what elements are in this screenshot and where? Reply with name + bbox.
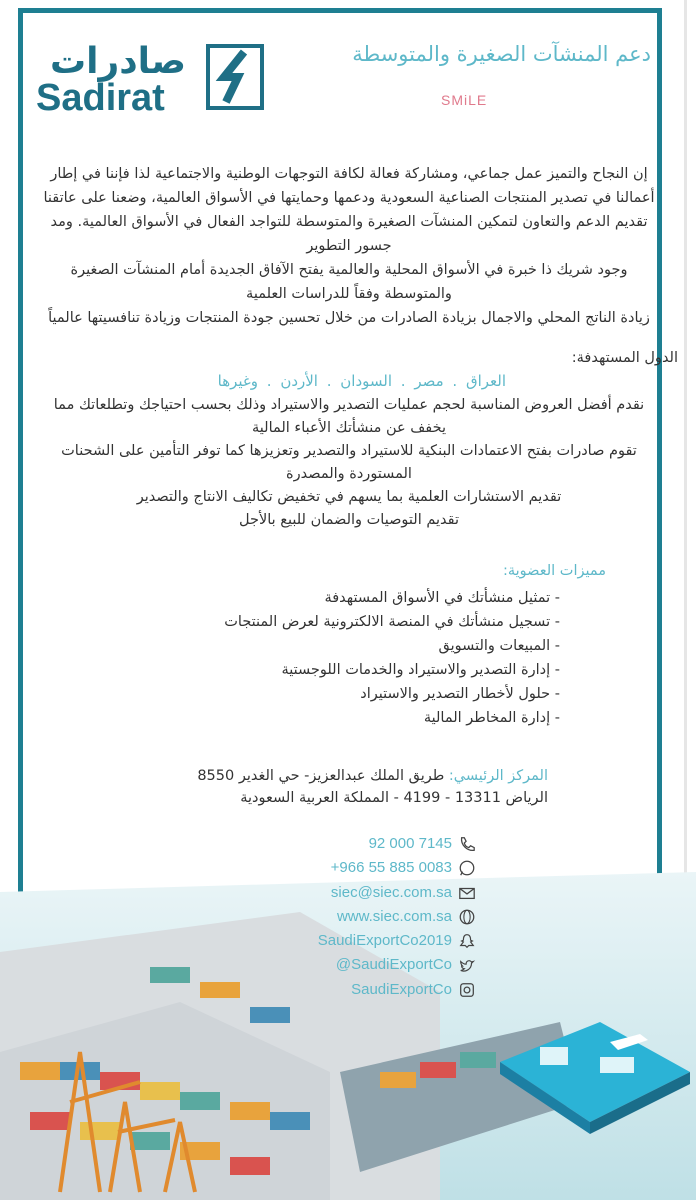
service-item: تقديم التوصيات والضمان للبيع بالأجل (239, 512, 459, 528)
contact-website[interactable] (318, 905, 476, 929)
contact-twitter[interactable] (318, 953, 476, 977)
service-item: تقديم الاستشارات العلمية بما يسهم في تخفيض تكاليف الانتاج والتصدير (136, 489, 562, 505)
contact-text: @SaudiExportCo (335, 956, 452, 974)
contact-text: +966 55 885 0083 (330, 859, 452, 877)
contact-phone[interactable] (318, 832, 476, 856)
page-title: دعم المنشآت الصغيرة والمتوسطة (352, 42, 651, 66)
address-label: المركز الرئيسي: (448, 768, 548, 784)
contact-list (318, 832, 476, 1002)
contact-snapchat[interactable] (318, 929, 476, 953)
email-icon (458, 884, 476, 902)
address-street: طريق الملك عبدالعزيز- حي الغدير 8550 (197, 768, 445, 784)
smile-tag: SMiLE (441, 92, 488, 108)
membership-item: - تسجيل منشأتك في المنصة الالكترونية لعرض المنتجات (224, 610, 560, 634)
instagram-icon (458, 981, 476, 999)
contact-text: siec@siec.com.sa (330, 883, 452, 901)
logo-arabic-wordmark: صادرات (49, 41, 186, 82)
target-countries-list: العراق . مصر . السودان . الأردن . وغيرها (217, 372, 506, 390)
target-countries-heading: الدول المستهدفة: (571, 350, 678, 366)
sadirat-logo (36, 41, 266, 119)
globe-icon (458, 908, 476, 926)
contact-email[interactable] (318, 881, 476, 905)
membership-item: - المبيعات والتسويق (224, 634, 560, 658)
intro-paragraph: إن النجاح والتميز عمل جماعي، ومشاركة فعالة لكافة التوجهات الوطنية والاجتماعية لذا فإننا في إطار أعمالنا في تصدير المنتجات الصناعية السعودية ودعمها وحمايتها في الأسواق العالمية، وضعنا على عاتقنا تقديم الدعم والتعاون لتمكين المنشآت الصغيرة والمتوسطة للتواجد الفعال في الأسواق العالمية. ومد جسور التطوير (43, 166, 655, 254)
membership-item: - إدارة المخاطر المالية (224, 706, 560, 730)
membership-item: - حلول لأخطار التصدير والاستيراد (224, 682, 560, 706)
membership-item: - إدارة التصدير والاستيراد والخدمات اللوجستية (224, 658, 560, 682)
intro-paragraph: وجود شريك ذا خبرة في الأسواق المحلية والعالمية يفتح الآفاق الجديدة أمام المنشآت الصغيرة والمتوسطة وفقاً للدراسات العلمية (70, 262, 628, 302)
whatsapp-icon (458, 859, 476, 877)
phone-icon (458, 835, 476, 853)
twitter-icon (458, 957, 476, 975)
intro-paragraph: زيادة الناتج المحلي والاجمال بزيادة الصادرات من خلال تحسين جودة المنتجات وزيادة تنافسيتها عالمياً (48, 310, 650, 326)
membership-item: - تمثيل منشأتك في الأسواق المستهدفة (224, 586, 560, 610)
membership-heading: مميزات العضوية: (502, 563, 606, 579)
contact-text: SaudiExportCo (351, 980, 452, 998)
contact-text: www.siec.com.sa (336, 907, 452, 925)
contact-text: 92 000 7145 (368, 835, 452, 852)
snapchat-icon (458, 932, 476, 950)
contact-text: SaudiExportCo2019 (317, 932, 452, 950)
membership-list (224, 586, 560, 730)
services-section (36, 394, 662, 532)
address-line-2: الرياض 13311 - 4199 - المملكة العربية السعودية (240, 790, 548, 806)
intro-section (36, 162, 662, 330)
logo-mark-icon (206, 44, 264, 110)
address-block (197, 765, 548, 809)
service-item: تقوم صادرات بفتح الاعتمادات البنكية للاستيراد والتصدير وتعزيزها كما توفر التأمين على الشحنات المستوردة والمصدرة (61, 443, 637, 482)
service-item: نقدم أفضل العروض المناسبة لحجم عمليات التصدير والاستيراد وذلك بحسب احتياجك وتطلعاتك مما يخفف عن منشأتك الأعباء المالية (53, 397, 645, 436)
contact-instagram[interactable] (318, 978, 476, 1002)
logo-english-wordmark: Sadirat (36, 77, 165, 119)
contact-whatsapp[interactable] (318, 856, 476, 880)
address-line-1 (197, 765, 548, 787)
